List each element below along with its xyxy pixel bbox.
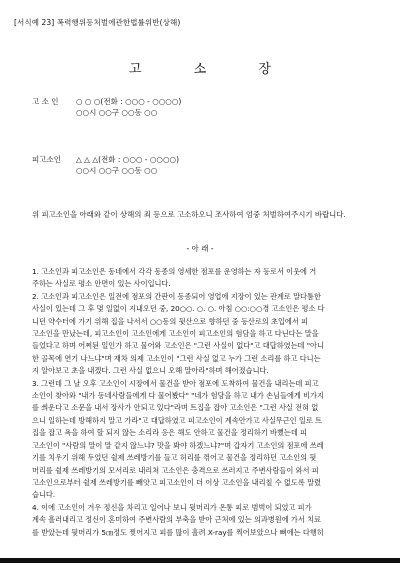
bottom-rule [0,558,400,563]
accused-name: △ △ △(전화 : ○○○ - ○○○○) [76,155,179,164]
paragraph-line: 머리를 쉴제 쓰레방기의 모서리로 내리쳐 고소인은 충격으로 쓰러지고 주변사람들이 와서 피 [32,465,319,475]
section-heading: - 아 래 - [186,244,214,253]
paragraph-line: 4. 이에 고소인이 겨우 정신을 차리고 일어나 보니 뒷머리가 온통 피로 범벅이 되었고 피가 [32,502,312,512]
paragraph-line: 고소인으로부터 쉴제 쓰레방기를 빼앗고 피고소인이 더 이상 고소인을 내리칠 수 없도록 말렸 [32,477,321,487]
paragraph-3 [32,378,370,502]
paragraph-line: 를 받았는데 뒷머리가 5㎝정도 찢어지고 피를 많이 흘려 X-ray를 찍어보았으나 뼈에는 다행히 [32,527,324,537]
paragraph-line: 1. 고소인과 피고소인은 동네에서 각각 동종의 영세한 점포를 운영하는 자 등로서 이웃에 거 [32,267,317,276]
paragraph-line: 으니 일하는데 방해하지 말고 가라"고 대답하였고 피고소인이 계속안가고 사실무근인 일로 트 [32,415,322,425]
accused-role: 피고소인 [32,155,61,164]
paragraph-line: 고소인을 만났는데, 피고소인이 고소인에게 고소인이 피고소인의 험담을 하고 다닌다는 말을 [32,329,319,339]
paragraph-line: 계속 흘러내리고 정신이 혼미하여 주변사람의 부축을 받아 근처에 있는 의과병원에 가서 치료 [32,515,321,525]
body-text [32,266,370,539]
form-number: [서식예 23] 폭력행위등처벌에관한법률위반(상해) [14,18,181,27]
document-title: 고 소 장 [129,62,295,77]
accused-address: ○○시 ○○구 ○○동 ○○ [76,166,158,175]
paragraph-4 [32,502,370,539]
paragraph-line: 기를 치우기 위해 두었던 쉴제 쓰레방기를 들고 허리를 꺾어고 물건을 정리하던 고소인의 뒷 [32,453,317,463]
paragraph-line: 들었다고 하며 어쩌된 일인가 하고 물어와 고소인은 "그런 사실이 없다"고 대답하였는데 "아니 [32,341,324,351]
paragraph-line: 사실이 있는데 그 후 몇 일없이 지내오던 중, 20○○. ○. ○. 아침 ○○:○○경 고소인은 평소 다 [32,304,325,314]
paragraph-line: 소인이 찾아와 "내가 동네사람들에게 다 물어봤다" "네가 험담을 하고 내가 손님들에게 비가지 [32,391,324,401]
paragraph-line: 지 알아보고 초을 내겠다. 그런 사실 없으니 오해 말아라"하며 해어졌습니다. [32,366,269,376]
intro-statement: 위 피고소인을 아래와 같이 상해의 죄 등으로 고소하오니 조사하여 엄중 처벌하여주시기 바랍니다. [32,210,346,219]
paragraph-line: 를 씌운다고 소문을 내서 장사가 안되고 있다"라며 트집을 잡아 고소인은 "그런 사실 전혀 없 [32,403,319,413]
paragraph-line: 집을 잡고 욕을 하여 할 되지 않는 소리라 응은 해도 안하고 물건을 정리하기 바뻤는데 피 [32,428,307,438]
paragraph-line: 3. 그런데 그 날 오후 고소인이 시장에서 물건을 받아 점포에 도착하여 물건을 내리는데 피고 [32,378,319,388]
paragraph-line: 습니다. [32,490,56,500]
complainant-address: ○○시 ○○구 ○○동 ○○ [76,108,158,117]
paragraph-line: 고소인이 "사람의 말이 말 같지 않느냐? 맛을 봐야 하겠느냐?"며 갑자기 고소인의 점포에 쓰레 [32,440,324,450]
paragraph-line: 한 골목에 연기 나느냐"며 재차 의제 고소인이 "그런 사실 없고 누가 그런 소리를 하고 다니는 [32,353,321,363]
paragraph-line: 2. 고소인과 피고소인은 일전에 점포의 간판이 동종되어 영업에 지장이 있는 관계로 말다툼한 [32,291,321,301]
complainant-role: 고 소 인 [32,97,59,106]
complainant-name: ○ ○ ○(전화 : ○○○ - ○○○○) [76,97,182,106]
paragraph-line: 니던 약수터에 가기 위해 집을 나서서 ○○동의 뒷산으로 향하던 중 등산로의 초입에서 피 [32,316,309,326]
paragraph-2 [32,291,370,378]
paragraph-line: 주하는 사실로 평소 안면이 있는 사이입니다. [32,279,171,289]
paragraph-1 [32,266,370,291]
